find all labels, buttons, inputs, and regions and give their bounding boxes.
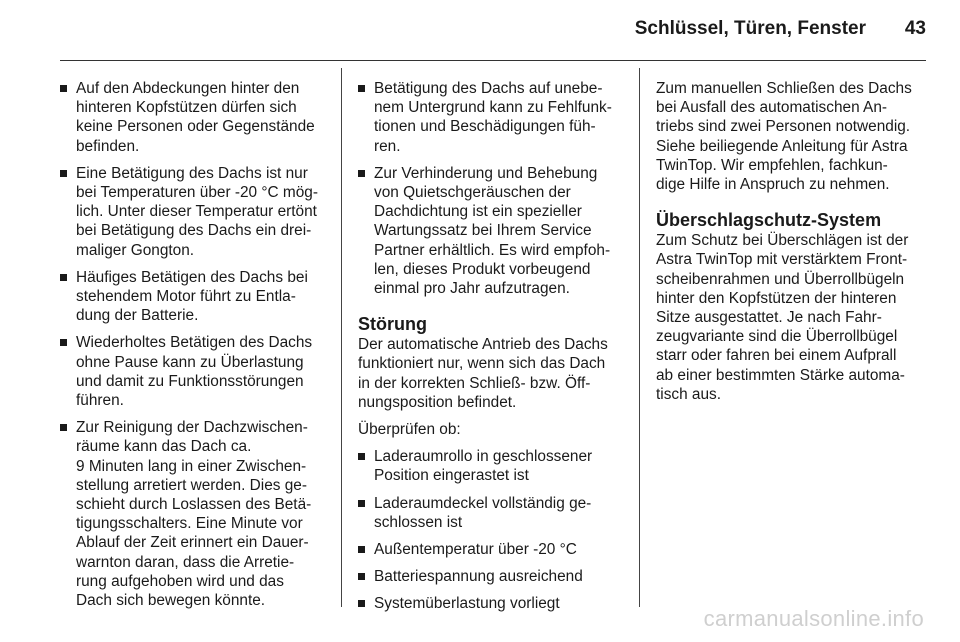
text-line: Astra TwinTop mit verstärktem Front- bbox=[656, 251, 908, 269]
text-line: ohne Pause kann zu Überlastung bbox=[76, 353, 304, 371]
bullet-item bbox=[358, 79, 626, 156]
text-line: funktioniert nur, wenn sich das Dach bbox=[358, 355, 606, 373]
check-intro: Überprüfen ob: bbox=[358, 421, 461, 439]
text-line: dung der Batterie. bbox=[76, 307, 199, 325]
text-line: Zur Reinigung der Dachzwischen- bbox=[76, 419, 308, 437]
bullet-item bbox=[60, 268, 328, 326]
text-line: Zur Verhinderung und Behebung bbox=[374, 164, 598, 182]
text-line: von Quietschgeräuschen der bbox=[374, 184, 571, 202]
text-line: Siehe beiliegende Anleitung für Astra bbox=[656, 137, 908, 155]
text-line: in der korrekten Schließ- bzw. Öff- bbox=[358, 374, 591, 392]
intro-paragraph bbox=[656, 79, 926, 194]
text-line: tisch aus. bbox=[656, 385, 722, 403]
text-line: Der automatische Antrieb des Dachs bbox=[358, 336, 608, 354]
text-line: bei Betätigung des Dachs ein drei- bbox=[76, 222, 312, 240]
text-line: schlossen ist bbox=[374, 513, 463, 531]
page-number: 43 bbox=[904, 18, 926, 39]
section-paragraph bbox=[656, 231, 926, 404]
text-line: stehendem Motor führt zu Entla- bbox=[76, 288, 296, 306]
text-line: Position eingerastet ist bbox=[374, 467, 529, 485]
bullet-item bbox=[60, 333, 328, 410]
bullet-item bbox=[358, 447, 626, 485]
text-line: einmal pro Jahr aufzutragen. bbox=[374, 280, 570, 298]
bullet-list bbox=[60, 79, 328, 610]
text-line: tionen und Beschädigungen füh- bbox=[374, 118, 596, 136]
text-line: warnton daran, dass die Arretie- bbox=[76, 553, 295, 571]
text-line: tigungsschalters. Eine Minute vor bbox=[76, 515, 303, 533]
text-line: Partner erhältlich. Es wird empfoh- bbox=[374, 241, 611, 259]
text-line: Wartungssatz bei Ihrem Service bbox=[374, 222, 592, 240]
text-line: keine Personen oder Gegenstände bbox=[76, 118, 315, 136]
bullet-item bbox=[60, 79, 328, 156]
text-line: Auf den Abdeckungen hinter den bbox=[76, 80, 300, 97]
column-divider-1 bbox=[341, 68, 342, 607]
text-line: triebs sind zwei Personen notwendig. bbox=[656, 118, 911, 136]
header-divider bbox=[60, 60, 926, 61]
text-line: bei Ausfall des automatischen An- bbox=[656, 99, 888, 117]
bullet-item bbox=[358, 567, 626, 586]
text-line: len, dieses Produkt vorbeugend bbox=[374, 260, 591, 278]
text-line: lich. Unter dieser Temperatur ertönt bbox=[76, 203, 317, 221]
text-line: ab einer bestimmten Stärke automa- bbox=[656, 366, 905, 384]
bullet-item bbox=[358, 594, 626, 613]
text-line: ren. bbox=[374, 137, 401, 155]
text-line: Betätigung des Dachs auf unebe- bbox=[374, 80, 603, 97]
check-list bbox=[358, 447, 626, 613]
text-line: Systemüberlastung vorliegt bbox=[374, 595, 560, 613]
column-divider-2 bbox=[639, 68, 640, 607]
text-line: nungsposition befindet. bbox=[358, 393, 517, 411]
bullet-item bbox=[358, 494, 626, 532]
bullet-list bbox=[358, 79, 626, 298]
text-line: Häufiges Betätigen des Dachs bei bbox=[76, 268, 308, 286]
text-line: nem Untergrund kann zu Fehlfunk- bbox=[374, 99, 612, 117]
text-line: führen. bbox=[76, 392, 124, 410]
text-line: scheibenrahmen und Überrollbügeln bbox=[656, 270, 905, 288]
text-line: Laderaumrollo in geschlossener bbox=[374, 448, 593, 466]
text-line: Zum Schutz bei Überschlägen ist der bbox=[656, 232, 909, 250]
text-line: Eine Betätigung des Dachs ist nur bbox=[76, 164, 308, 182]
text-line: rung aufgehoben wird und das bbox=[76, 572, 284, 590]
page-header-title: Schlüssel, Türen, Fenster bbox=[634, 18, 866, 39]
watermark-text: carmanualsonline.info bbox=[703, 606, 924, 631]
bullet-item bbox=[358, 164, 626, 298]
column-3 bbox=[656, 79, 926, 412]
bullet-item bbox=[358, 540, 626, 559]
section-heading-stoerung: Störung bbox=[358, 314, 427, 335]
text-line: Außentemperatur über -20 °C bbox=[374, 541, 577, 559]
bullet-item bbox=[60, 164, 328, 260]
text-line: Dach sich bewegen könnte. bbox=[76, 592, 266, 610]
bullet-item bbox=[60, 418, 328, 610]
text-line: TwinTop. Wir empfehlen, fachkun- bbox=[656, 156, 888, 174]
text-line: hinter den Kopfstützen der hinteren bbox=[656, 289, 897, 307]
section-paragraph bbox=[358, 335, 626, 412]
text-line: Ablauf der Zeit erinnert ein Dauer- bbox=[76, 534, 309, 552]
section-heading-ueberschlagschutz: Überschlagschutz-System bbox=[656, 210, 882, 231]
text-line: Dachdichtung ist ein spezieller bbox=[374, 203, 582, 221]
text-line: räume kann das Dach ca. bbox=[76, 438, 252, 456]
text-line: bei Temperaturen über -20 °C mög- bbox=[76, 184, 318, 202]
text-line: schieht durch Loslassen des Betä- bbox=[76, 496, 312, 514]
text-line: starr oder fahren bei einem Aufprall bbox=[656, 347, 897, 365]
text-line: Wiederholtes Betätigen des Dachs bbox=[76, 334, 313, 352]
text-line: stellung arretiert werden. Dies ge- bbox=[76, 476, 307, 494]
text-line: zeugvariante sind die Überrollbügel bbox=[656, 328, 898, 346]
text-line: befinden. bbox=[76, 137, 140, 155]
column-2 bbox=[358, 79, 626, 622]
text-line: Batteriespannung ausreichend bbox=[374, 568, 583, 586]
column-1 bbox=[60, 79, 328, 618]
text-line: 9 Minuten lang in einer Zwischen- bbox=[76, 457, 307, 475]
text-line: Zum manuellen Schließen des Dachs bbox=[656, 80, 912, 97]
text-line: hinteren Kopfstützen dürfen sich bbox=[76, 99, 297, 117]
text-line: maliger Gongton. bbox=[76, 241, 195, 259]
text-line: Sitze ausgestattet. Je nach Fahr- bbox=[656, 309, 882, 327]
text-line: dige Hilfe in Anspruch zu nehmen. bbox=[656, 176, 890, 194]
text-line: Laderaumdeckel vollständig ge- bbox=[374, 494, 592, 512]
text-line: und damit zu Funktionsstörungen bbox=[76, 372, 304, 390]
